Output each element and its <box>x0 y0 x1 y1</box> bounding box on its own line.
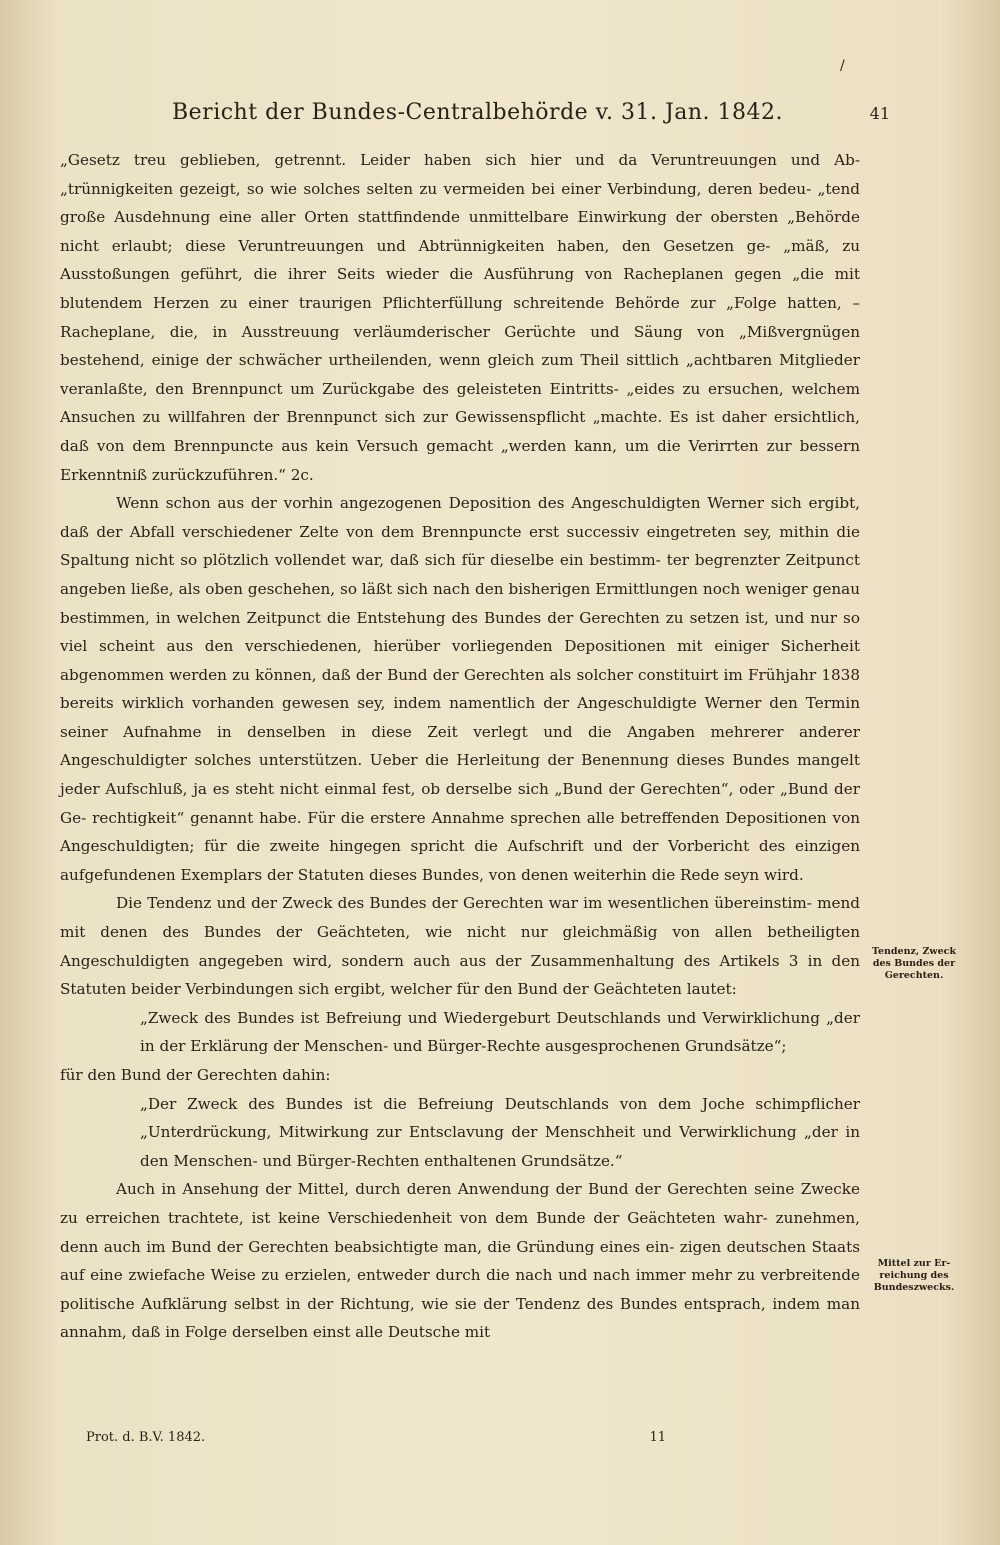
page-header <box>60 100 890 125</box>
page-footer <box>86 1430 666 1445</box>
footer-signature: 11 <box>649 1430 666 1445</box>
pencil-mark: / <box>840 58 845 74</box>
quote-gerechten: „Der Zweck des Bundes ist die Befreiung Deutschlands von dem Joche schimpflicher „Unterdrückung, Mitwirkung zur Entsclavung der Menschheit und Verwirklichung „der in den Menschen- und Bürger-Rechten enthaltenen Grundsätze.“ <box>140 1094 860 1170</box>
paragraph-tendenz: Die Tendenz und der Zweck des Bundes der Gerechten war im wesentlichen übereinstim- mend mit denen des Bundes der Geächteten, wie nicht nur gleichmäßig von allen betheiligten Angeschuldigten angegeben wird, sondern auch aus der Zusammenhaltung des Artikels 3 in den Statuten beider Verbindungen sich ergibt, welcher für den Bund der Geächteten lautet: <box>60 894 860 999</box>
margin-note-mittel: Mittel zur Er- reichung des Bundeszwecks. <box>873 1258 955 1293</box>
paragraph-werner: Wenn schon aus der vorhin angezogenen Deposition des Angeschuldigten Werner sich ergibt, daß der Abfall verschiedener Zelte von dem Brennpuncte erst successiv eingetreten sey, mithin die Spaltung nicht so plötzlich vollendet war, daß sich für dieselbe ein bestimm- ter begrenzter Zeitpunct angeben ließe, als oben geschehen, so läßt sich nach den bisherigen Ermittlungen noch weniger genau bestimmen, in welchen Zeitpunct die Entstehung des Bundes der Gerechten zu setzen ist, und nur so viel scheint aus den verschiedenen, hierüber vorliegenden Depositionen mit einiger Sicherheit abgenommen werden zu können, daß der Bund der Gerechten als solcher constituirt im Frühjahr 1838 bereits wirklich vorhanden gewesen sey, indem namentlich der Angeschuldigte Werner den Termin seiner Aufnahme in denselben in diese Zeit verlegt und die Angaben mehrerer anderer Angeschuldigter solches unterstützen. Ueber die Herleitung der Benennung dieses Bundes mangelt jeder Aufschluß, ja es steht nicht einmal fest, ob derselbe sich „Bund der Gerechten“, oder „Bund der Ge- rechtigkeit“ genannt habe. Für die erstere Annahme sprechen alle betreffenden Depositionen von Angeschuldigten; für die zweite hingegen spricht die Aufschrift und der Vorbericht des einzigen aufgefundenen Exemplars der Statuten dieses Bundes, von denen weiterhin die Rede seyn wird. <box>60 494 860 884</box>
body-text <box>60 146 860 1347</box>
quote-geaechtete: „Zweck des Bundes ist Befreiung und Wiedergeburt Deutschlands und Verwirklichung „der in der Erklärung der Menschen- und Bürger-Rechte ausgesprochenen Grundsätze“; <box>140 1008 860 1056</box>
margin-note-tendenz: Tendenz, Zweck des Bundes der Gerechten. <box>871 946 957 981</box>
running-head: Bericht der Bundes-Centralbehörde v. 31. Jan. 1842. <box>172 100 784 125</box>
paragraph-mittel: Auch in Ansehung der Mittel, durch deren Anwendung der Bund der Gerechten seine Zwecke zu erreichen trachtete, ist keine Verschiedenheit von dem Bunde der Geächteten wahr- zunehmen, denn auch im Bund der Gerechten beabsichtigte man, die Gründung eines ein- zigen deutschen Staats auf eine zwiefache Weise zu erzielen, entweder durch die nach und nach immer mehr zu verbreitende politische Aufklärung selbst in der Richtung, wie sie der Tendenz des Bundes entsprach, indem man annahm, daß in Folge derselben einst alle Deutsche mit <box>60 1180 860 1342</box>
footer-protocol: Prot. d. B.V. 1842. <box>86 1430 206 1445</box>
page-number: 41 <box>869 104 890 123</box>
paragraph-gerechten-intro: für den Bund der Gerechten dahin: <box>60 1066 331 1084</box>
paragraph-quote-continuation: „Gesetz treu geblieben, getrennt. Leider haben sich hier und da Veruntreuungen und Ab- „trünnigkeiten gezeigt, so wie solches selten zu vermeiden bei einer Verbindung, deren bedeu- „tend große Ausdehnung eine aller Orten stattfindende unmittelbare Einwirkung der obersten „Behörde nicht erlaubt; diese Veruntreuungen und Abtrünnigkeiten haben, den Gesetzen ge- „mäß, zu Ausstoßungen geführt, die ihrer Seits wieder die Ausführung von Racheplanen gegen „die mit blutendem Herzen zu einer traurigen Pflichterfüllung schreitende Behörde zur „Folge hatten, – Racheplane, die, in Ausstreuung verläumderischer Gerüchte und Säung von „Mißvergnügen bestehend, einige der schwächer urtheilenden, wenn gleich zum Theil sittlich „achtbaren Mitglieder veranlaßte, den Brennpunct um Zurückgabe des geleisteten Eintritts- „eides zu ersuchen, welchem Ansuchen zu willfahren der Brennpunct sich zur Gewissenspflicht „machte. Es ist daher ersichtlich, daß von dem Brennpuncte aus kein Versuch gemacht „werden kann, um die Verirrten zur bessern Erkenntniß zurückzuführen.“ 2c. <box>60 151 860 484</box>
